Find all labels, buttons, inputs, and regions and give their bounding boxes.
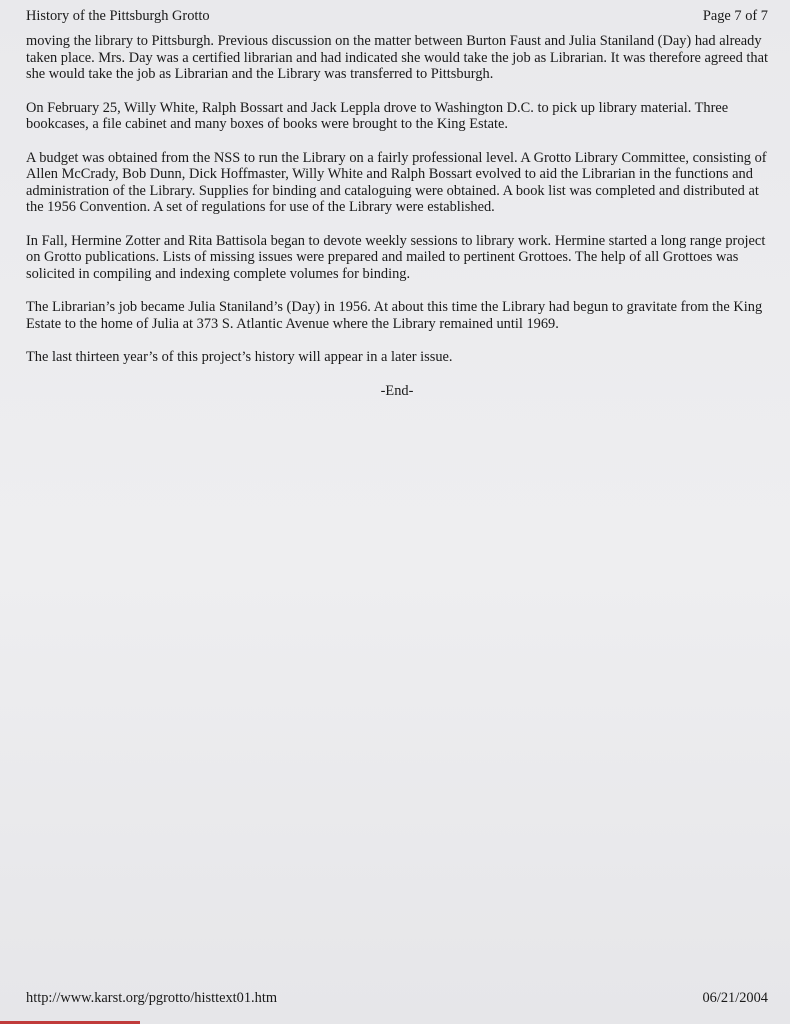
paragraph: On February 25, Willy White, Ralph Bossart and Jack Leppla drove to Washington D.C. to pick up library material. Three bookcases, a file cabinet and many boxes of books were brought to the King Estate. [26, 99, 729, 132]
paragraph: In Fall, Hermine Zotter and Rita Battisola began to devote weekly sessions to library work. Hermine started a long range project on Grotto publications. Lists of missing issues were prepared and mailed to pertinent Grottoes. The help of all Grottoes was solicited in compiling and indexing complete volumes for binding. [26, 232, 766, 282]
source-url: http://www.karst.org/pgrotto/histtext01.htm [26, 990, 278, 1006]
page-header [26, 8, 768, 28]
page-number: Page 7 of 7 [702, 8, 768, 24]
paragraph: moving the library to Pittsburgh. Previous discussion on the matter between Burton Faust and Julia Staniland (Day) had already taken place. Mrs. Day was a certified librarian and had indicated she would take the job as Librarian. It was therefore agreed that she would take the job as Librarian and the Library was transferred to Pittsburgh. [26, 33, 769, 82]
paragraph: The last thirteen year’s of this project’s history will appear in a later issue. [26, 349, 453, 365]
print-date: 06/21/2004 [702, 990, 768, 1006]
document-body [26, 33, 768, 399]
paragraph: A budget was obtained from the NSS to run the Library on a fairly professional level. A Grotto Library Committee, consisting of Allen McCrady, Bob Dunn, Dick Hoffmaster, Willy White and Ralph Bossart evolved to aid the Librarian in the functions and administration of the Library. Supplies for binding and cataloguing were obtained. A book list was completed and distributed at the 1956 Convention. A set of regulations for use of the Library were established. [26, 149, 767, 215]
paragraph: The Librarian’s job became Julia Staniland’s (Day) in 1956. At about this time the Library had begun to gravitate from the King Estate to the home of Julia at 373 S. Atlantic Avenue where the Library remained until 1969. [26, 299, 763, 332]
end-marker: -End- [380, 382, 414, 399]
page-footer [26, 990, 768, 1010]
document-title: History of the Pittsburgh Grotto [26, 8, 210, 24]
